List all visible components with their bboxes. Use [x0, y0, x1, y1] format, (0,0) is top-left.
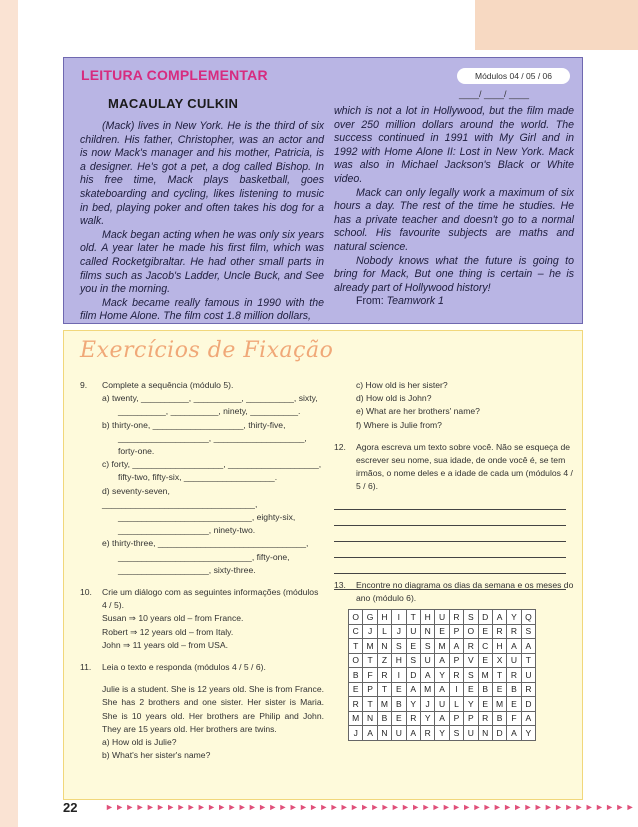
- grid-cell[interactable]: T: [363, 653, 377, 668]
- exercises-box: [63, 330, 583, 800]
- grid-cell[interactable]: Y: [435, 726, 449, 741]
- q11-item-e: e) What are her brothers' name?: [356, 406, 480, 417]
- source-label: From:: [356, 295, 384, 308]
- grid-cell[interactable]: S: [420, 639, 434, 654]
- question-text: Agora escreva um texto sobre você. Não se esqueça de escrever seu nome, sua idade, de onde você é, se tem irmãos, o nome deles e a idade de cada um (módulos 4 / 5 / 6).: [356, 441, 573, 492]
- grid-cell[interactable]: M: [420, 682, 434, 697]
- article-paragraph: Mack began acting when he was only six years old. A year later he made his first film, which was called Rocketgibraltar. He had other small parts in films such as Jacob's Ladder, Uncle Buck, and See you in the morning.: [80, 228, 324, 296]
- grid-row: [349, 653, 536, 668]
- answer-line[interactable]: [334, 526, 566, 542]
- grid-cell[interactable]: A: [492, 610, 506, 625]
- grid-cell[interactable]: O: [349, 653, 363, 668]
- grid-cell[interactable]: S: [392, 639, 406, 654]
- grid-cell[interactable]: A: [406, 726, 420, 741]
- exercises-column-left: [80, 379, 324, 762]
- question-10: [80, 586, 324, 612]
- question-number: 10.: [80, 587, 92, 598]
- grid-cell[interactable]: M: [377, 697, 391, 712]
- grid-cell[interactable]: B: [349, 668, 363, 683]
- grid-cell[interactable]: E: [392, 682, 406, 697]
- q9-item-b: b) thirty-one, ___________________, thirty-five,: [102, 419, 286, 430]
- question-text: Crie um diálogo com as seguintes informações (módulos 4 / 5).: [102, 587, 319, 611]
- grid-cell[interactable]: E: [435, 624, 449, 639]
- article-paragraph: (Mack) lives in New York. He is the third of six children. His father, Christopher, was an actor and is now Mack's manager and his mother, Patricia, is a designer. He's got a pet, a dog called Bishop. In his free time, Mack plays basketball, goes skateboarding and cycling, likes listening to music in bed, playing poker and often takes his dog for a walk.: [80, 120, 324, 228]
- grid-cell[interactable]: R: [406, 711, 420, 726]
- grid-cell[interactable]: B: [478, 682, 492, 697]
- grid-cell[interactable]: E: [507, 697, 521, 712]
- q9-item-d-cont: ____________________________, eighty-six,: [118, 512, 296, 523]
- grid-row: [349, 726, 536, 741]
- article-paragraph: which is not a lot in Hollywood, but the film made over 250 million dollars around the world. The success continued in 1991 with My Girl and in 1992 with Home Alone II: Lost in New York. Mack was also in Michael Jackson's Black or White video.: [334, 105, 574, 185]
- grid-cell[interactable]: P: [449, 711, 463, 726]
- grid-cell[interactable]: U: [392, 726, 406, 741]
- grid-cell[interactable]: E: [349, 682, 363, 697]
- grid-cell[interactable]: U: [420, 653, 434, 668]
- question-text: Complete a sequência (módulo 5).: [102, 380, 234, 390]
- question-text: Leia o texto e responda (módulos 4 / 5 / 6).: [102, 662, 266, 673]
- grid-cell[interactable]: M: [363, 639, 377, 654]
- q9-item-e-end: ___________________, sixty-three.: [118, 564, 256, 575]
- grid-cell[interactable]: P: [449, 624, 463, 639]
- grid-cell[interactable]: J: [392, 624, 406, 639]
- grid-cell[interactable]: F: [507, 711, 521, 726]
- page-number: 22: [63, 800, 78, 815]
- q9-item-a-cont: __________, __________, ninety, __________.: [118, 406, 301, 417]
- source-line: [334, 295, 574, 309]
- grid-cell[interactable]: U: [435, 697, 449, 712]
- grid-cell[interactable]: R: [377, 668, 391, 683]
- q9-item-e: e) thirty-three, _______________________________,: [102, 538, 309, 549]
- grid-cell[interactable]: I: [449, 682, 463, 697]
- grid-row: [349, 668, 536, 683]
- grid-cell[interactable]: F: [363, 668, 377, 683]
- grid-cell[interactable]: D: [521, 697, 535, 712]
- word-search-grid[interactable]: [348, 609, 536, 741]
- grid-cell[interactable]: T: [363, 697, 377, 712]
- grid-row: [349, 639, 536, 654]
- footer-arrows: ►►►►►►►►►►►►►►►►►►►►►►►►►►►►►►►►►►►►►►►►►►►►►►►►►►►►: [105, 802, 636, 812]
- grid-cell[interactable]: M: [478, 668, 492, 683]
- q9-item-c: c) forty, ___________________, ___________________,: [102, 459, 322, 470]
- grid-cell[interactable]: N: [377, 726, 391, 741]
- grid-cell[interactable]: V: [464, 653, 478, 668]
- grid-cell[interactable]: O: [349, 610, 363, 625]
- grid-cell[interactable]: M: [349, 711, 363, 726]
- grid-cell[interactable]: N: [377, 639, 391, 654]
- answer-line[interactable]: [334, 558, 566, 574]
- grid-cell[interactable]: R: [492, 624, 506, 639]
- grid-row: [349, 610, 536, 625]
- q9-item-a: a) twenty, __________, __________, __________, sixty,: [102, 393, 318, 404]
- grid-cell[interactable]: G: [363, 610, 377, 625]
- grid-row: [349, 682, 536, 697]
- answer-line[interactable]: [334, 494, 566, 510]
- q10-info-1: Susan ⇒ 10 years old – from France.: [102, 613, 244, 624]
- grid-cell[interactable]: M: [435, 639, 449, 654]
- exercises-column-right: [334, 379, 574, 590]
- grid-cell[interactable]: A: [406, 682, 420, 697]
- grid-cell[interactable]: R: [507, 624, 521, 639]
- source-title: Teamwork 1: [386, 295, 444, 308]
- grid-cell[interactable]: E: [478, 653, 492, 668]
- q11-item-a: a) How old is Julie?: [102, 737, 177, 748]
- grid-cell[interactable]: Y: [435, 668, 449, 683]
- grid-cell[interactable]: C: [478, 639, 492, 654]
- grid-cell[interactable]: L: [377, 624, 391, 639]
- grid-cell[interactable]: B: [492, 711, 506, 726]
- article-column-left: [80, 120, 324, 324]
- grid-cell[interactable]: B: [507, 682, 521, 697]
- grid-cell[interactable]: U: [435, 610, 449, 625]
- grid-cell[interactable]: Q: [521, 610, 535, 625]
- grid-cell[interactable]: C: [349, 624, 363, 639]
- grid-cell[interactable]: R: [507, 668, 521, 683]
- question-12: [334, 441, 574, 494]
- grid-cell[interactable]: E: [478, 624, 492, 639]
- question-9: [80, 379, 324, 392]
- modules-badge: Módulos 04 / 05 / 06: [457, 68, 570, 84]
- grid-cell[interactable]: H: [377, 610, 391, 625]
- article-paragraph: Mack became really famous in 1990 with the film Home Alone. The film cost 1.8 million dollars,: [80, 296, 324, 323]
- answer-line[interactable]: [334, 542, 566, 558]
- grid-cell[interactable]: J: [420, 697, 434, 712]
- date-line: ____/ ____/ ____: [459, 89, 530, 99]
- article-paragraph: Mack can only legally work a maximum of six hours a day. The rest of the time he studies. He has a private teacher and doesn't go to a normal school. His favourite subjects are maths and natural science.: [334, 186, 574, 253]
- grid-cell[interactable]: U: [521, 668, 535, 683]
- grid-row: [349, 711, 536, 726]
- grid-cell[interactable]: A: [435, 711, 449, 726]
- grid-cell[interactable]: A: [363, 726, 377, 741]
- grid-cell[interactable]: M: [492, 697, 506, 712]
- grid-cell[interactable]: A: [507, 726, 521, 741]
- grid-row: [349, 624, 536, 639]
- grid-cell[interactable]: H: [392, 653, 406, 668]
- grid-cell[interactable]: L: [449, 697, 463, 712]
- q9-item-c-cont: fifty-two, fifty-six, ___________________.: [118, 472, 278, 483]
- q9-item-d-end: ___________________, ninety-two.: [118, 525, 256, 536]
- grid-cell[interactable]: J: [349, 726, 363, 741]
- q9-item-d: d) seventy-seven, ________________________________,: [102, 485, 258, 509]
- question-text: Encontre no diagrama os dias da semana e os meses do ano (módulo 6).: [356, 580, 574, 604]
- grid-cell[interactable]: Z: [377, 653, 391, 668]
- grid-cell[interactable]: E: [492, 682, 506, 697]
- article-title: MACAULAY CULKIN: [108, 96, 239, 111]
- grid-cell[interactable]: N: [478, 726, 492, 741]
- grid-row: [349, 697, 536, 712]
- grid-cell[interactable]: A: [521, 639, 535, 654]
- q11-item-d: d) How old is John?: [356, 393, 432, 404]
- grid-cell[interactable]: I: [392, 668, 406, 683]
- grid-cell[interactable]: T: [492, 668, 506, 683]
- question-number: 12.: [334, 441, 346, 452]
- question-13: [334, 579, 574, 605]
- q10-info-2: Robert ⇒ 12 years old – from Italy.: [102, 626, 234, 637]
- article-paragraph: Nobody knows what the future is going to bring for Mack, But one thing is certain – he is already part of Hollywood history!: [334, 254, 574, 294]
- article-column-right: [334, 105, 574, 309]
- grid-cell[interactable]: B: [377, 711, 391, 726]
- grid-cell[interactable]: S: [521, 624, 535, 639]
- question-13-block: [334, 579, 574, 605]
- grid-cell[interactable]: U: [406, 624, 420, 639]
- question-11: [80, 661, 324, 674]
- grid-cell[interactable]: P: [464, 711, 478, 726]
- grid-cell[interactable]: S: [449, 726, 463, 741]
- q10-info-3: John ⇒ 11 years old – from USA.: [102, 639, 228, 650]
- grid-cell[interactable]: Y: [464, 697, 478, 712]
- grid-cell[interactable]: P: [449, 653, 463, 668]
- q11-item-b: b) What's her sister's name?: [102, 750, 211, 761]
- q9-item-b-cont: ___________________, ___________________,: [118, 432, 307, 443]
- question-number: 13.: [334, 580, 346, 590]
- grid-cell[interactable]: S: [464, 610, 478, 625]
- grid-cell[interactable]: A: [435, 653, 449, 668]
- grid-cell[interactable]: R: [464, 639, 478, 654]
- grid-cell[interactable]: A: [420, 668, 434, 683]
- grid-cell[interactable]: D: [406, 668, 420, 683]
- reading-box: [63, 57, 583, 324]
- grid-cell[interactable]: A: [449, 639, 463, 654]
- grid-cell[interactable]: B: [392, 697, 406, 712]
- grid-cell[interactable]: T: [406, 610, 420, 625]
- left-margin-strip: [0, 0, 18, 827]
- q9-item-e-cont: ____________________________, fifty-one,: [118, 551, 290, 562]
- grid-cell[interactable]: E: [478, 697, 492, 712]
- q11-passage: Julie is a student. She is 12 years old. She is from France. She has 2 brothers and one sister. Her sister is Maria. She is 10 years old. Her brothers are Philip and John. They are 15 years old. Her brothers are twins.: [102, 684, 324, 734]
- grid-cell[interactable]: P: [363, 682, 377, 697]
- grid-cell[interactable]: X: [492, 653, 506, 668]
- grid-cell[interactable]: Y: [420, 711, 434, 726]
- grid-cell[interactable]: E: [392, 711, 406, 726]
- grid-cell[interactable]: Y: [507, 610, 521, 625]
- question-number: 11.: [80, 662, 92, 673]
- reading-heading: LEITURA COMPLEMENTAR: [81, 67, 268, 83]
- q9-item-b-end: forty-one.: [118, 446, 155, 457]
- grid-cell[interactable]: D: [492, 726, 506, 741]
- grid-cell[interactable]: U: [464, 726, 478, 741]
- grid-cell[interactable]: U: [507, 653, 521, 668]
- answer-line[interactable]: [334, 510, 566, 526]
- q11-item-f: f) Where is Julie from?: [356, 419, 442, 430]
- grid-cell[interactable]: A: [507, 639, 521, 654]
- grid-cell[interactable]: I: [392, 610, 406, 625]
- grid-cell[interactable]: R: [449, 610, 463, 625]
- grid-cell[interactable]: R: [478, 711, 492, 726]
- grid-cell[interactable]: R: [449, 668, 463, 683]
- question-number: 9.: [80, 380, 88, 390]
- grid-cell[interactable]: N: [363, 711, 377, 726]
- grid-cell[interactable]: Y: [406, 697, 420, 712]
- q11-item-c: c) How old is her sister?: [356, 380, 448, 390]
- grid-cell[interactable]: S: [406, 653, 420, 668]
- corner-decoration: [475, 0, 638, 50]
- grid-cell[interactable]: A: [521, 711, 535, 726]
- grid-cell[interactable]: R: [420, 726, 434, 741]
- grid-cell[interactable]: E: [464, 682, 478, 697]
- grid-cell[interactable]: S: [464, 668, 478, 683]
- grid-cell[interactable]: N: [420, 624, 434, 639]
- exercises-title: Exercícios de Fixação: [80, 338, 334, 363]
- grid-cell[interactable]: H: [420, 610, 434, 625]
- grid-cell[interactable]: D: [478, 610, 492, 625]
- grid-cell[interactable]: O: [464, 624, 478, 639]
- grid-cell[interactable]: T: [349, 639, 363, 654]
- grid-cell[interactable]: J: [363, 624, 377, 639]
- grid-cell[interactable]: A: [435, 682, 449, 697]
- grid-cell[interactable]: H: [492, 639, 506, 654]
- grid-cell[interactable]: E: [406, 639, 420, 654]
- grid-cell[interactable]: T: [377, 682, 391, 697]
- grid-cell[interactable]: R: [349, 697, 363, 712]
- grid-cell[interactable]: T: [521, 653, 535, 668]
- grid-cell[interactable]: R: [521, 682, 535, 697]
- grid-cell[interactable]: Y: [521, 726, 535, 741]
